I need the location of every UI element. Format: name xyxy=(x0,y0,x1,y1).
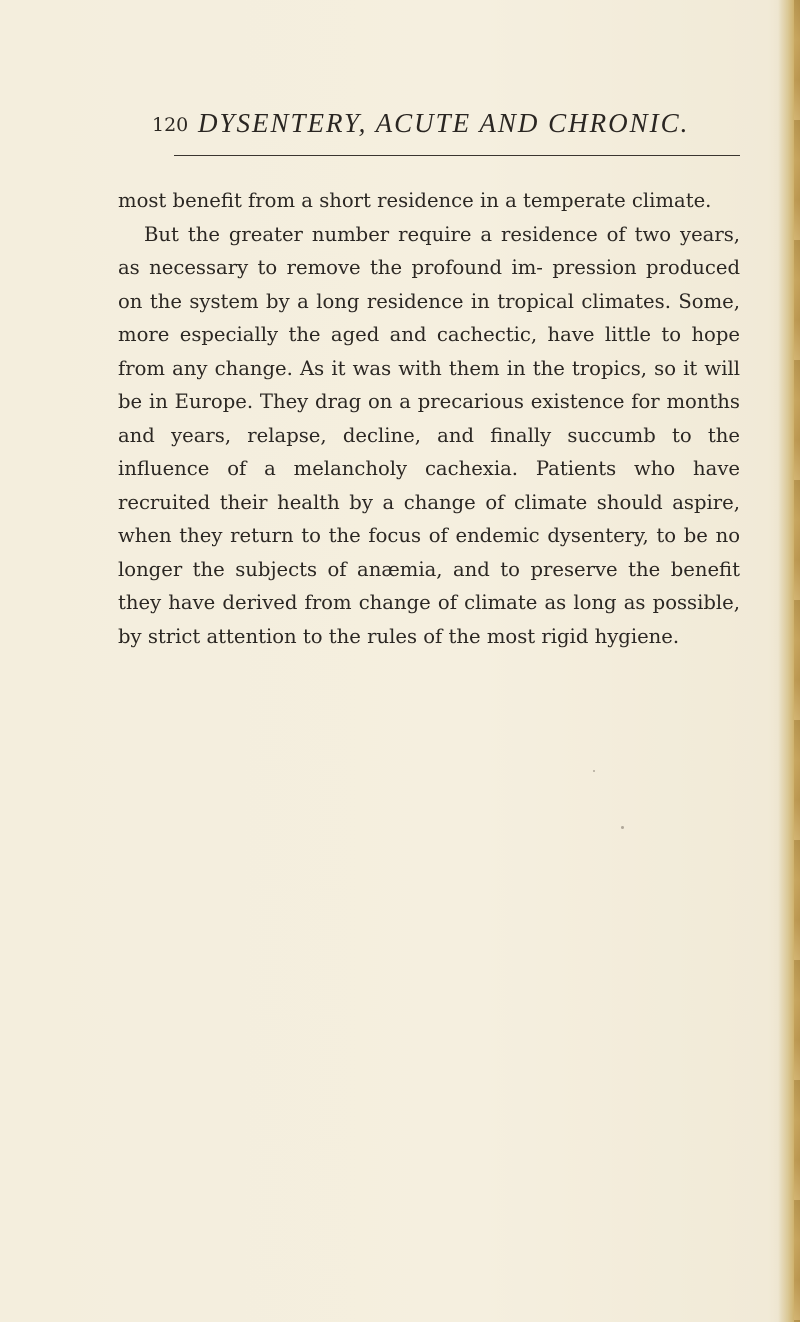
paragraph: But the greater number require a residence of two years, as necessary to remove the profound im- pression produced on the system by a long residence in tropical climates. Some, more especially the aged and cachectic, have little to hope from any change. As it was with them in the tropics, so it will be in Europe. They drag on a precarious existence for months and years, relapse, decline, and finally succumb to the influence of a melancholy cachexia. Patients who have recruited their health by a change of climate should aspire, when they return to the focus of endemic dysentery, to be no longer the subjects of anæmia, and to preserve the benefit they have derived from change of climate as long as possible, by strict attention to the rules of the most rigid hygiene. xyxy=(118,222,740,648)
running-head-title: DYSENTERY, ACUTE AND CHRONIC. xyxy=(198,108,690,138)
page-number: 120 xyxy=(152,114,189,136)
paragraph: most benefit from a short residence in a temperate climate. xyxy=(118,189,712,212)
header-rule xyxy=(174,155,740,156)
running-head xyxy=(152,108,752,148)
page-edge-stain xyxy=(778,0,800,1322)
scan-speck xyxy=(621,826,624,829)
body-text xyxy=(118,184,740,653)
scan-speck xyxy=(593,770,595,772)
